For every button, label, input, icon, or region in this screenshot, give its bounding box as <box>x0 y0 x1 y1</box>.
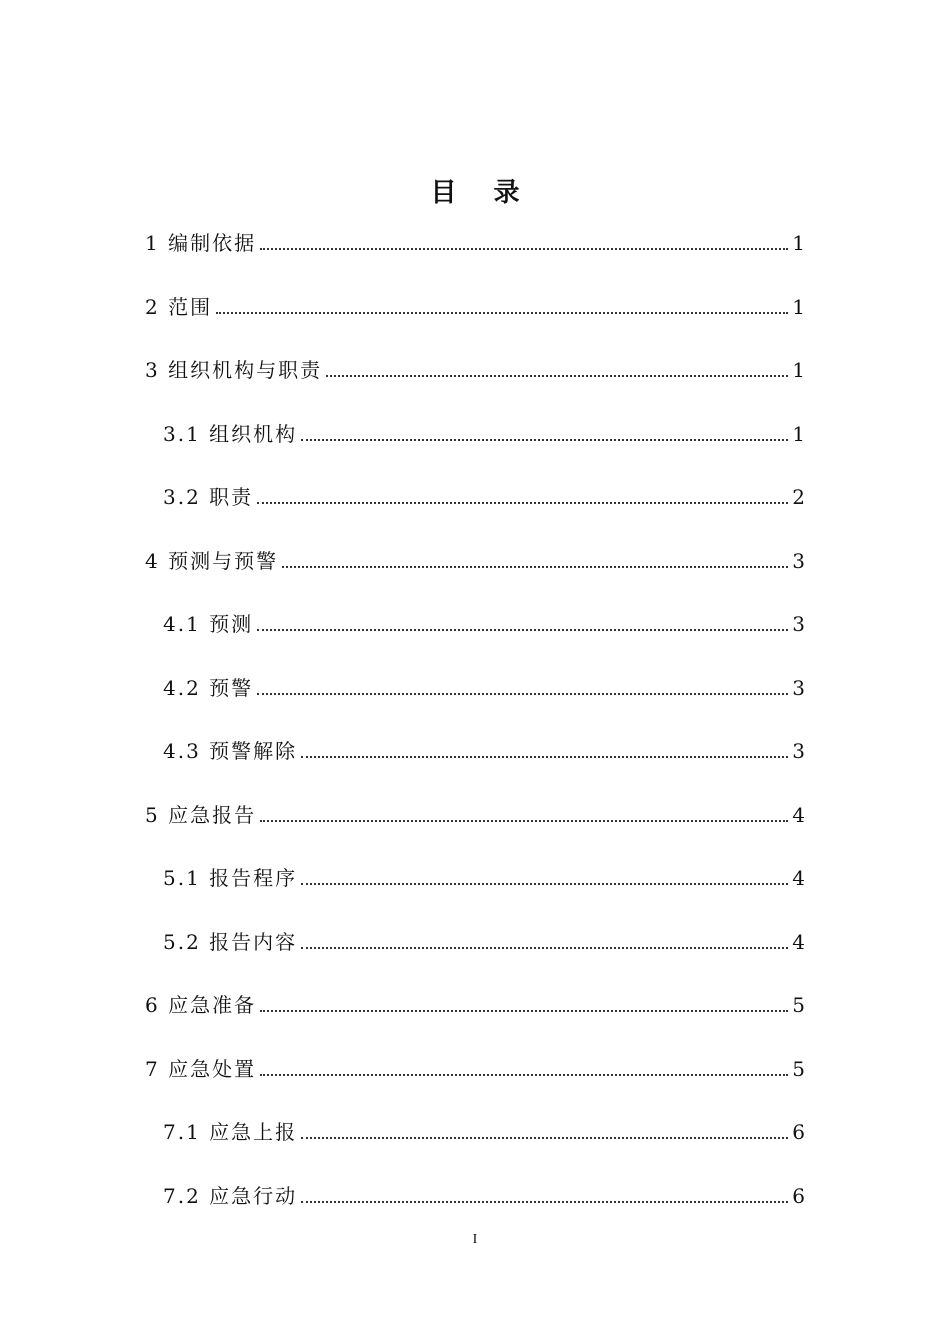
toc-entry-page: 3 <box>792 739 805 763</box>
toc-dot-leader <box>260 1074 788 1076</box>
toc-entry-page: 6 <box>792 1120 805 1144</box>
toc-entry-label: 3 组织机构与职责 <box>145 358 323 382</box>
toc-entry[interactable] <box>163 1117 805 1147</box>
toc-entry-label: 4.2 预警 <box>163 676 254 700</box>
toc-entry-label: 4 预测与预警 <box>145 549 279 573</box>
toc-dot-leader <box>301 1137 788 1139</box>
toc-dot-leader <box>282 566 788 568</box>
toc-entry-label: 2 范围 <box>145 295 213 319</box>
toc-entry-label: 3.2 职责 <box>163 485 254 509</box>
toc-dot-leader <box>257 693 788 695</box>
toc-dot-leader <box>301 756 788 758</box>
toc-dot-leader <box>326 375 788 377</box>
toc-dot-leader <box>301 883 788 885</box>
toc-entry-label: 5 应急报告 <box>145 803 257 827</box>
toc-dot-leader <box>257 629 788 631</box>
toc-entry[interactable] <box>145 1054 805 1084</box>
toc-dot-leader <box>257 502 788 504</box>
toc-dot-leader <box>260 820 788 822</box>
toc-entry[interactable] <box>163 927 805 957</box>
toc-dot-leader <box>301 439 788 441</box>
toc-entry-page: 4 <box>792 930 805 954</box>
toc-entry[interactable] <box>145 546 805 576</box>
toc-dot-leader <box>301 1201 788 1203</box>
toc-entry-label: 7.1 应急上报 <box>163 1120 298 1144</box>
page-title: 目 录 <box>430 178 534 208</box>
toc-entry-page: 3 <box>792 549 805 573</box>
toc-entry-page: 2 <box>792 485 805 509</box>
toc-entry[interactable] <box>163 609 805 639</box>
toc-entry-label: 3.1 组织机构 <box>163 422 298 446</box>
toc-entry-page: 4 <box>792 866 805 890</box>
toc-entry[interactable] <box>145 355 805 385</box>
toc-entry-page: 3 <box>792 676 805 700</box>
toc-dot-leader <box>216 312 788 314</box>
toc-entry[interactable] <box>145 228 805 258</box>
toc-entry-label: 5.2 报告内容 <box>163 930 298 954</box>
toc-entry-label: 6 应急准备 <box>145 993 257 1017</box>
toc-entry[interactable] <box>163 673 805 703</box>
toc-entry-page: 1 <box>792 358 805 382</box>
toc-entry-label: 4.3 预警解除 <box>163 739 298 763</box>
toc-entry-page: 5 <box>792 993 805 1017</box>
toc-entry-page: 5 <box>792 1057 805 1081</box>
toc-dot-leader <box>301 947 788 949</box>
page-number: I <box>472 1232 478 1247</box>
toc-entry-label: 1 编制依据 <box>145 231 257 255</box>
toc-entry[interactable] <box>145 990 805 1020</box>
toc-entry[interactable] <box>145 292 805 322</box>
toc-entry[interactable] <box>163 419 805 449</box>
toc-entry-label: 4.1 预测 <box>163 612 254 636</box>
toc-entry[interactable] <box>163 736 805 766</box>
toc-entry-page: 1 <box>792 422 805 446</box>
toc-dot-leader <box>260 248 788 250</box>
toc-dot-leader <box>260 1010 788 1012</box>
toc-entry-label: 5.1 报告程序 <box>163 866 298 890</box>
toc-entry-label: 7 应急处置 <box>145 1057 257 1081</box>
toc-entry-page: 1 <box>792 295 805 319</box>
toc-entry[interactable] <box>163 482 805 512</box>
toc-entry[interactable] <box>163 863 805 893</box>
toc-entry-page: 1 <box>792 231 805 255</box>
toc-entry-page: 4 <box>792 803 805 827</box>
toc-entry-page: 3 <box>792 612 805 636</box>
toc-entry-label: 7.2 应急行动 <box>163 1184 298 1208</box>
toc-entry[interactable] <box>163 1181 805 1211</box>
toc-entry-page: 6 <box>792 1184 805 1208</box>
toc-entry[interactable] <box>145 800 805 830</box>
